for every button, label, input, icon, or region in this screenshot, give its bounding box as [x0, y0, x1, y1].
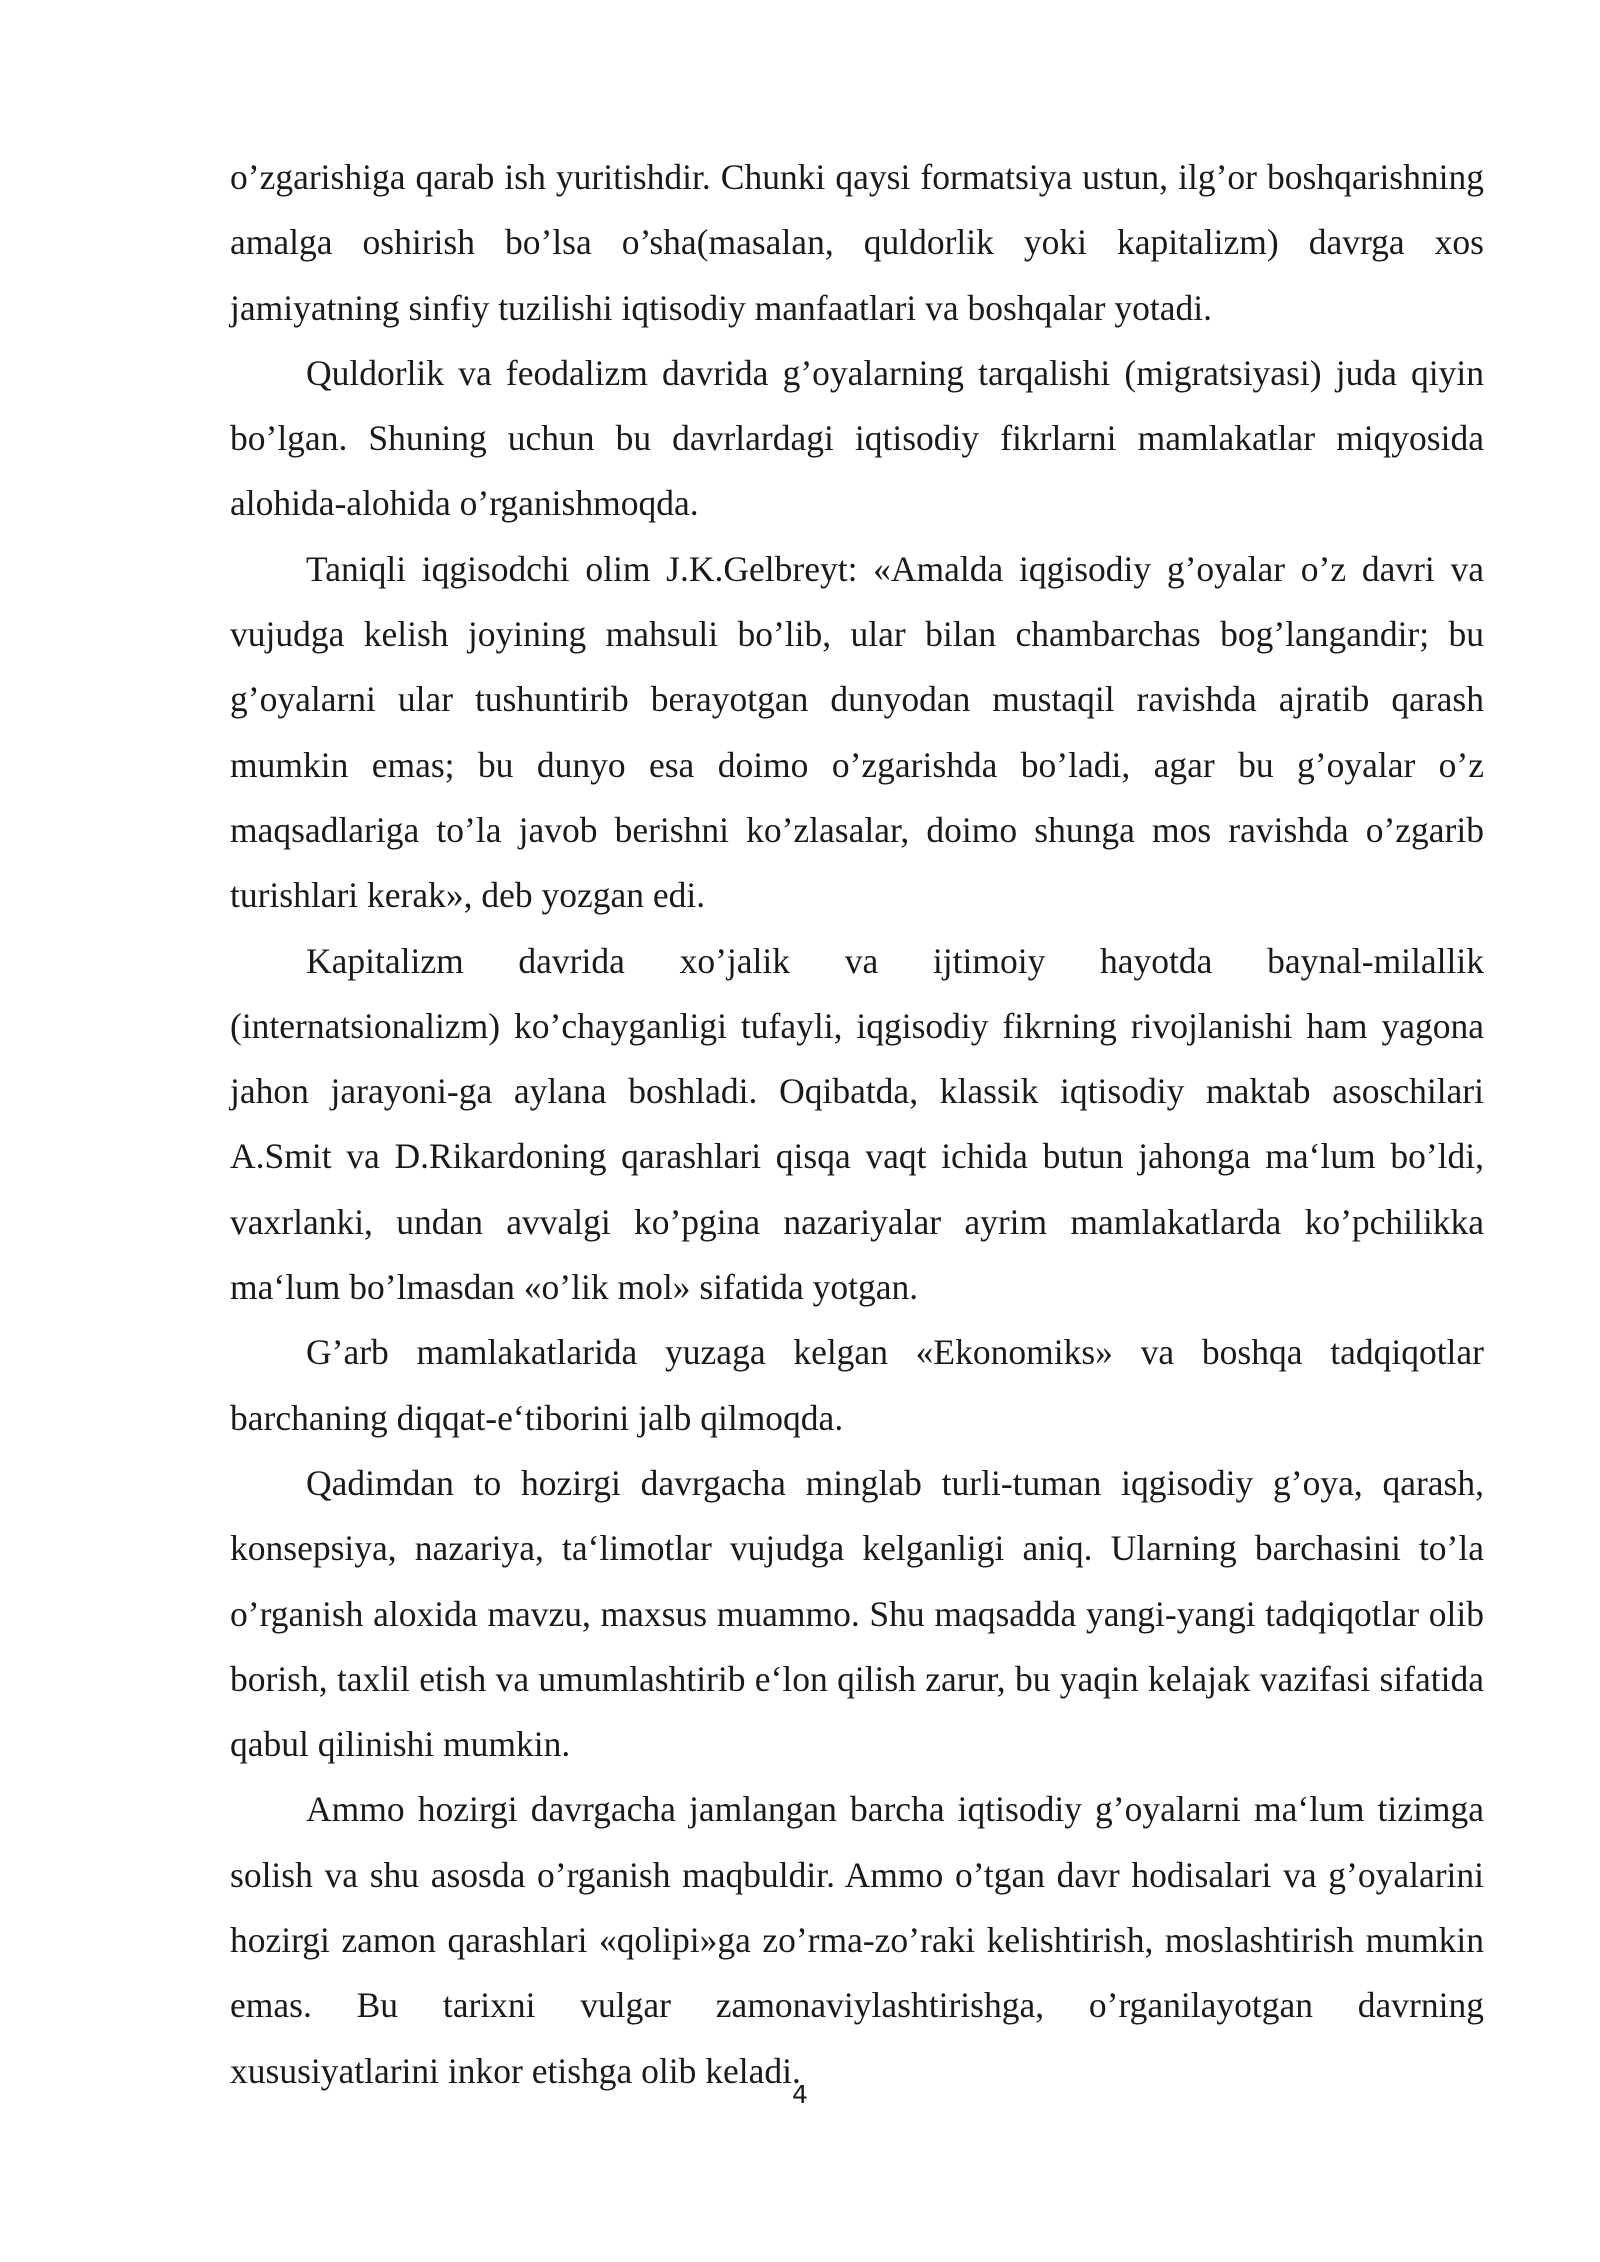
paragraph-continuation: o’zgarishiga qarab ish yuritishdir. Chunki qaysi formatsiya ustun, ilg’or boshqarishning amalga oshirish bo’lsa o’sha(masalan, quldorlik yoki kapitalizm) davrga xos jamiyatning sinfiy tuzilishi iqtisodiy manfaatlari va boshqalar yotadi.	[230, 157, 1484, 328]
paragraph-ekonomiks: G’arb mamlakatlarida yuzaga kelgan «Ekonomiks» va boshqa tadqiqotlar barchaning diqqat-e‘tiborini jalb qilmoqda.	[230, 1332, 1484, 1438]
paragraph-qadimdan: Qadimdan to hozirgi davrgacha minglab turli-tuman iqgisodiy g’oya, qarash, konsepsiya, nazariya, ta‘limotlar vujudga kelganligi aniq. Ularning barchasini to’la o’rganish aloxida mavzu, maxsus muammo. Shu maqsadda yangi-yangi tadqiqotlar olib borish, taxlil etish va umumlashtirib e‘lon qilish zarur, bu yaqin kelajak vazifasi sifatida qabul qilinishi mumkin.	[230, 1462, 1484, 1765]
page-number: 4	[792, 2080, 808, 2109]
paragraph-gelbreyt-quote: Taniqli iqgisodchi olim J.K.Gelbreyt: «Amalda iqgisodiy g’oyalar o’z davri va vujudga kelish joyining mahsuli bo’lib, ular bilan chambarchas bog’langandir; bu g’oyalarni ular tushuntirib berayotgan dunyodan mustaqil ravishda ajratib qarash mumkin emas; bu dunyo esa doimo o’zgarishda bo’ladi, agar bu g’oyalar o’z maqsadlariga to’la javob berishni ko’zlasalar, doimo shunga mos ravishda o’zgarib turishlari kerak», deb yozgan edi.	[230, 548, 1484, 916]
paragraph-kapitalizm: Kapitalizm davrida xo’jalik va ijtimoiy hayotda baynal-milallik (internatsionalizm) ko’chayganligi tufayli, iqgisodiy fikrning rivojlanishi ham yagona jahon jarayoni-ga aylana boshladi. Oqibatda, klassik iqtisodiy maktab asoschilari A.Smit va D.Rikardoning qarashlari qisqa vaqt ichida butun jahonga ma‘lum bo’ldi, vaxrlanki, undan avvalgi ko’pgina nazariyalar ayrim mamlakatlarda ko’pchilikka ma‘lum bo’lmasdan «o’lik mol» sifatida yotgan.	[230, 940, 1484, 1308]
paragraph-ammo: Ammo hozirgi davrgacha jamlangan barcha iqtisodiy g’oyalarni ma‘lum tizimga solish va shu asosda o’rganish maqbuldir. Ammo o’tgan davr hodisalari va g’oyalarini hozirgi zamon qarashlari «qolipi»ga zo’rma-zo’raki kelishtirish, moslashtirish mumkin emas. Bu tarixni vulgar zamonaviylashtirishga, o’rganilayotgan davrning xususiyatlarini inkor etishga olib keladi.	[230, 1789, 1484, 2091]
paragraph-quldorlik: Quldorlik va feodalizm davrida g’oyalarning tarqalishi (migratsiyasi) juda qiyin bo’lgan. Shuning uchun bu davrlardagi iqtisodiy fikrlarni mamlakatlar miqyosida alohida-alohida o’rganishmoqda.	[230, 352, 1484, 524]
body-text	[230, 145, 1484, 2104]
